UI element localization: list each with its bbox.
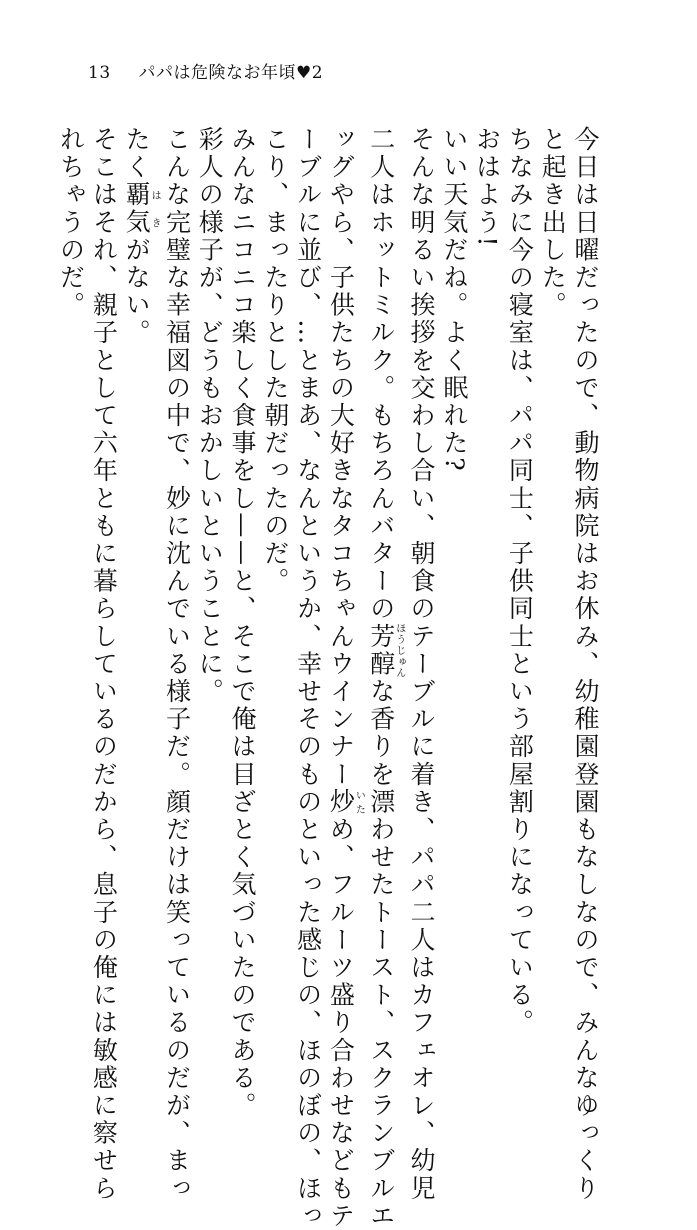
text-line: こんな完璧な幸福図の中で、妙に沈んでいる様子だ。顔だけは笑っているのだが、まっ xyxy=(162,126,192,1203)
running-header xyxy=(88,58,323,83)
furigana: ほうじゅん xyxy=(393,622,405,679)
ruby-word xyxy=(122,181,161,237)
ruby-word xyxy=(326,788,365,817)
text-line xyxy=(324,126,365,1230)
ruby-base: 炒 xyxy=(326,788,356,817)
text-line: こり、まったりとした朝だったのだ。 xyxy=(260,126,290,596)
furigana: いた xyxy=(353,788,365,816)
ruby-base: 芳醇 xyxy=(366,622,396,679)
book-title: パパは危険なお年頃♥2 xyxy=(138,63,324,83)
text-line: みんなニコニコ楽しく食事をし——と、そこで俺は目ざとく気づいたのである。 xyxy=(228,126,258,1120)
text-line: 彩人の様子が、どうもおかしいということに。 xyxy=(195,126,225,706)
text-line: ちなみに今の寝室は、パパ同士、子供同士という部屋割りになっている。 xyxy=(505,126,535,1037)
text-segment: 二人はホットミルク。もちろんバターの xyxy=(366,126,396,623)
text-segment: がない。 xyxy=(122,236,152,347)
text-line: 今日は日曜だったので、動物病院はお休み、幼稚園登園もなしなので、みんなゆっくり xyxy=(571,126,600,1203)
text-segment: な香りを漂わせたトースト、スクランブルエ xyxy=(366,678,396,1230)
text-line: そこはそれ、親子として六年ともに暮らしているのだから、息子の俺には敏感に察せら xyxy=(89,126,119,1203)
text-line: いい天気だね。よく眠れた? xyxy=(439,126,469,474)
text-line: おはよう! xyxy=(472,126,502,250)
text-line: そんな明るい挨拶を交わし合い、朝食のテーブルに着き、パパ二人はカフェオレ、幼児 xyxy=(407,126,437,1203)
text-segment: め、フルーツ盛り合わせなどもテ xyxy=(326,816,356,1230)
novel-body-text xyxy=(54,126,601,1230)
text-line xyxy=(364,126,405,1230)
ruby-base: 覇気 xyxy=(122,181,152,237)
ruby-word xyxy=(366,622,405,679)
text-line xyxy=(119,126,159,946)
furigana: はき xyxy=(149,181,161,237)
text-segment: たく xyxy=(122,126,152,182)
text-line: れちゃうのだ。 xyxy=(56,126,86,320)
text-line: ーブルに並び、…とまあ、なんというか、幸せそのものといった感じの、ほのぼの、ほっ xyxy=(293,126,323,1230)
text-segment: ッグやら、子供たちの大好きなタコちゃんウインナー xyxy=(326,126,356,789)
page-number: 13 xyxy=(88,63,111,83)
text-line: と起き出した。 xyxy=(538,126,568,320)
